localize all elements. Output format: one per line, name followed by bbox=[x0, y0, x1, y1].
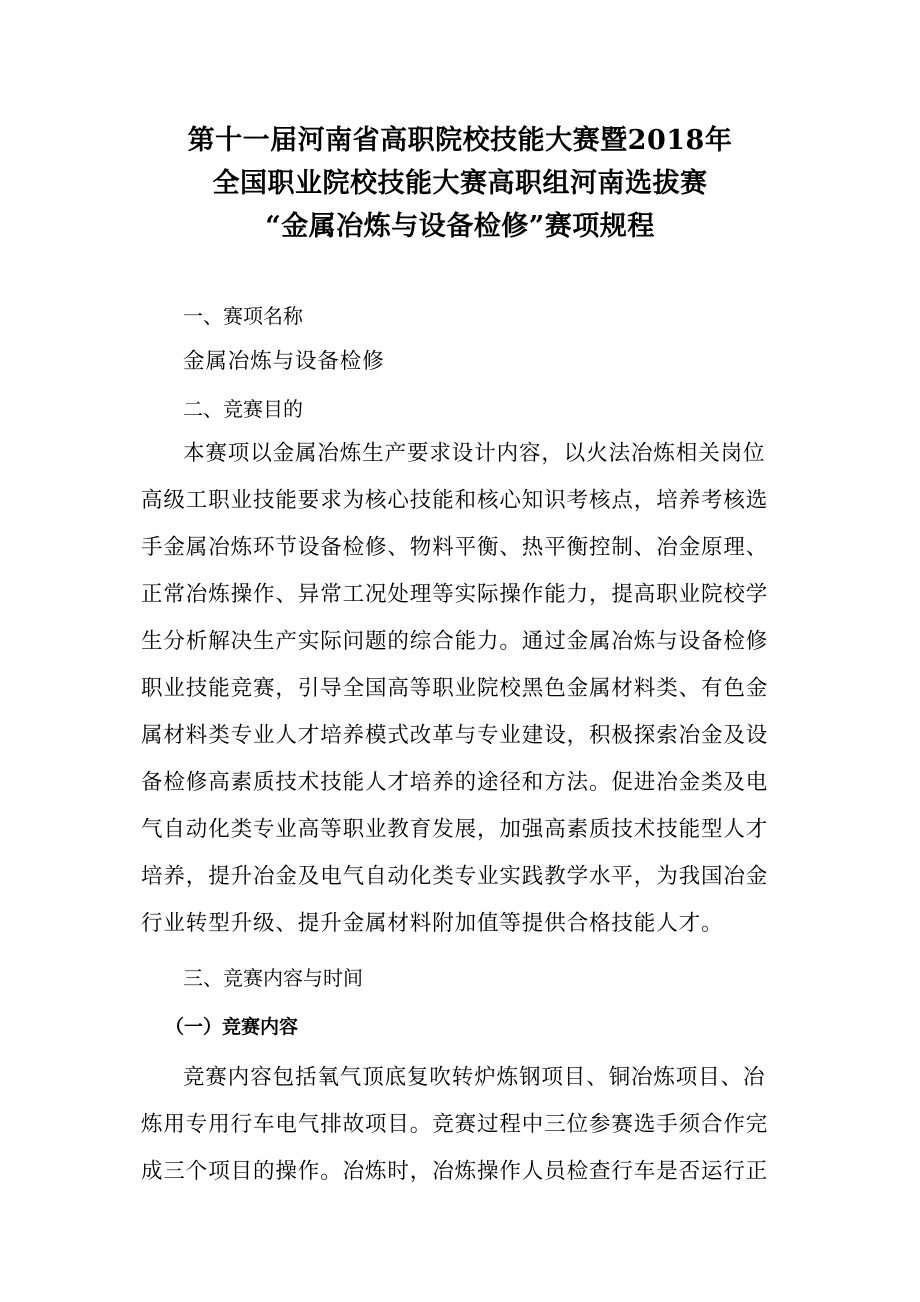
paragraph-line: 属材料类专业人才培养模式改革与专业建设，积极探索冶金及设 bbox=[141, 723, 769, 748]
section-heading-content-time: 三、竞赛内容与时间 bbox=[183, 966, 363, 990]
paragraph-line: 高级工职业技能要求为核心技能和核心知识考核点，培养考核选 bbox=[141, 488, 769, 513]
paragraph-line: 备检修高素质技术技能人才培养的途径和方法。促进冶金类及电 bbox=[141, 770, 769, 795]
section-body-name: 金属冶炼与设备检修 bbox=[183, 349, 385, 374]
section-heading-name: 一、赛项名称 bbox=[183, 304, 303, 328]
paragraph-line: 成三个项目的操作。冶炼时，冶炼操作人员检查行车是否运行正 bbox=[141, 1159, 769, 1184]
document-title-line-2: 全国职业院校技能大赛高职组河南选拔赛 bbox=[212, 168, 708, 199]
paragraph-line: 竞赛内容包括氧气顶底复吹转炉炼钢项目、铜冶炼项目、冶 bbox=[183, 1065, 766, 1090]
document-title-line-3: “金属冶炼与设备检修”赛项规程 bbox=[265, 211, 655, 242]
paragraph-line: 本赛项以金属冶炼生产要求设计内容，以火法冶炼相关岗位 bbox=[183, 441, 766, 466]
paragraph-line: 炼用专用行车电气排故项目。竞赛过程中三位参赛选手须合作完 bbox=[141, 1112, 769, 1137]
paragraph-line: 正常冶炼操作、异常工况处理等实际操作能力，提高职业院校学 bbox=[141, 582, 769, 607]
paragraph-line: 生分析解决生产实际问题的综合能力。通过金属冶炼与设备检修 bbox=[141, 629, 769, 654]
paragraph-line: 手金属冶炼环节设备检修、物料平衡、热平衡控制、冶金原理、 bbox=[141, 535, 769, 560]
section-heading-purpose: 二、竞赛目的 bbox=[183, 397, 303, 421]
document-title-line-1: 第十一届河南省高职院校技能大赛暨2018年 bbox=[187, 125, 733, 156]
paragraph-line: 气自动化类专业高等职业教育发展，加强高素质技术技能型人才 bbox=[141, 817, 769, 842]
subsection-heading-content: （一）竞赛内容 bbox=[165, 1016, 299, 1038]
paragraph-line: 培养，提升冶金及电气自动化类专业实践教学水平，为我国冶金 bbox=[141, 864, 769, 889]
paragraph-line: 行业转型升级、提升金属材料附加值等提供合格技能人才。 bbox=[141, 911, 724, 936]
paragraph-line: 职业技能竞赛，引导全国高等职业院校黑色金属材料类、有色金 bbox=[141, 676, 769, 701]
